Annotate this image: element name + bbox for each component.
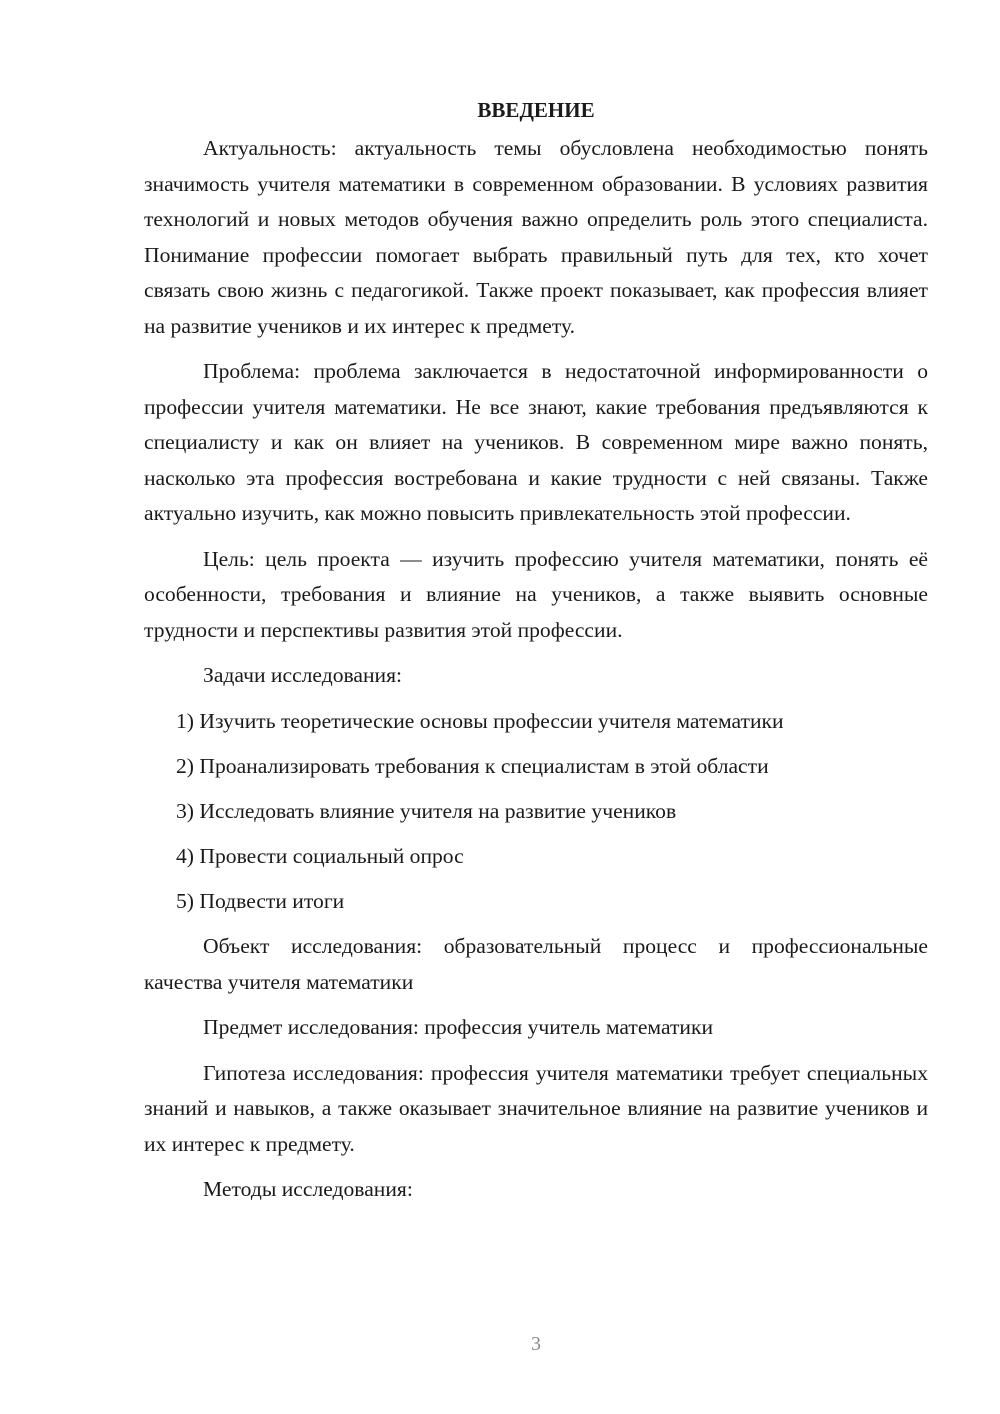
subject-paragraph: Предмет исследования: профессия учитель математики [203,1015,714,1040]
tasks-title: Задачи исследования: [203,663,403,687]
list-item: 5) Подвести итоги [176,889,345,914]
hypothesis-paragraph: Гипотеза исследования: профессия учителя математики требует специальных знаний и навыков, а также оказывает значительное влияние на развитие учеников и их интерес к предмету. [144,1060,928,1156]
document-page [144,92,928,1218]
list-item: 4) Провести социальный опрос [176,844,464,869]
list-item: 1) Изучить теоретические основы профессии учителя математики [176,708,784,733]
tasks-list [144,704,928,920]
page-number: 3 [531,1333,541,1355]
problem-paragraph: Проблема: проблема заключается в недостаточной информированности о профессии учителя математики. Не все знают, какие требования предъявляются к специалисту и как он влияет на учеников. В современном мире важно понять, насколько эта профессия востребована и какие трудности с ней связаны. Также актуально изучить, как можно повысить привлекательность этой профессии. [144,359,928,525]
list-item: 2) Проанализировать требования к специалистам в этой области [176,753,769,778]
list-item: 3) Исследовать влияние учителя на развитие учеников [176,798,677,823]
page-title: ВВЕДЕНИЕ [477,98,595,122]
methods-title: Методы исследования: [203,1177,413,1202]
goal-paragraph: Цель: цель проекта — изучить профессию учителя математики, понять её особенности, требования и влияние на учеников, а также выявить основные трудности и перспективы развития этой профессии. [144,546,928,642]
relevance-paragraph: Актуальность: актуальность темы обусловлена необходимостью понять значимость учителя математики в современном образовании. В условиях развития технологий и новых методов обучения важно определить роль этого специалиста. Понимание профессии помогает выбрать правильный путь для тех, кто хочет связать свою жизнь с педагогикой. Также проект показывает, как профессия влияет на развитие учеников и их интерес к предмету. [144,136,928,338]
object-paragraph: Объект исследования: образовательный процесс и профессиональные качества учителя математики [144,934,928,994]
